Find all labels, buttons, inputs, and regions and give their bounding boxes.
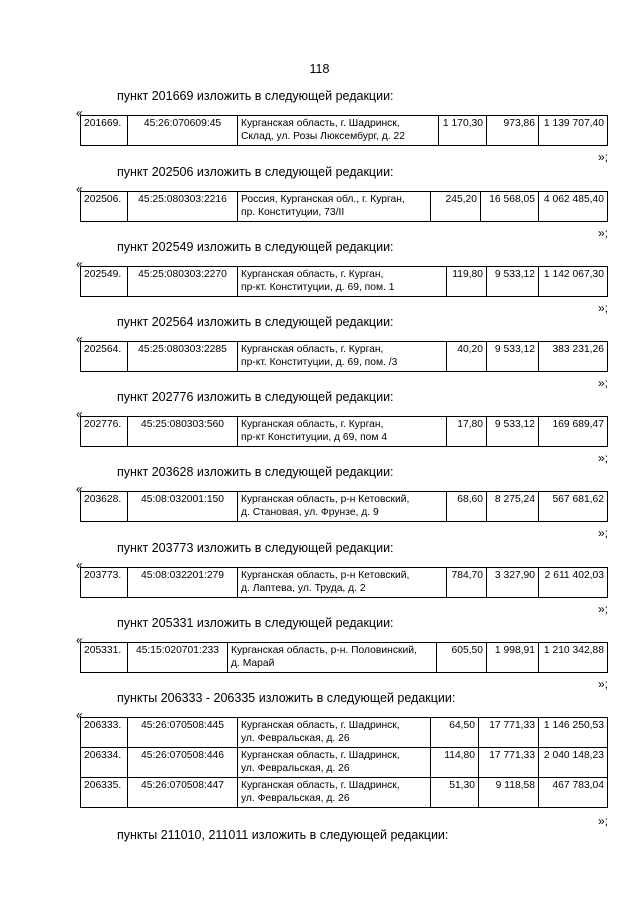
address-line: Курганская область, р-н Кетовский,	[241, 494, 410, 505]
table-row	[81, 568, 608, 598]
area: 64,50	[431, 718, 479, 748]
cadastral-number: 45:26:070508:447	[128, 778, 238, 808]
price: 9 533,12	[487, 417, 539, 447]
item-number: 202506.	[81, 192, 128, 222]
closing-quote: »;	[597, 301, 608, 315]
cadastral-number: 45:26:070508:446	[128, 748, 238, 778]
price: 3 327,90	[487, 568, 539, 598]
price: 9 533,12	[487, 342, 539, 372]
opening-quote: «	[76, 257, 83, 271]
total: 1 142 067,30	[539, 267, 608, 297]
section-intro: пункт 202564 изложить в следующей редакции:	[117, 315, 394, 329]
address	[238, 718, 431, 748]
item-number: 206335.	[81, 778, 128, 808]
item-number: 203628.	[81, 492, 128, 522]
total: 1 146 250,53	[539, 718, 608, 748]
item-number: 202564.	[81, 342, 128, 372]
address-line: Курганская область, г. Курган,	[241, 419, 384, 430]
item-number: 202549.	[81, 267, 128, 297]
address	[238, 778, 431, 808]
section-intro: пункт 202506 изложить в следующей редакции:	[117, 165, 394, 179]
table-row	[81, 492, 608, 522]
cadastral-number: 45:15:020701:233	[128, 643, 228, 673]
total: 1 139 707,40	[539, 116, 608, 146]
total: 4 062 485,40	[539, 192, 608, 222]
section-intro: пункт 203628 изложить в следующей редакции:	[117, 465, 394, 479]
total: 1 210 342,88	[539, 643, 608, 673]
total: 169 689,47	[539, 417, 608, 447]
price: 9 118,58	[479, 778, 539, 808]
address-line: Курганская область, р-н Кетовский,	[241, 570, 410, 581]
price: 8 275,24	[487, 492, 539, 522]
item-number: 205331.	[81, 643, 128, 673]
address-line: Склад, ул. Розы Люксембург, д. 22	[241, 130, 405, 142]
address	[228, 643, 437, 673]
closing-quote: »;	[597, 602, 608, 616]
cadastral-number: 45:26:070609:45	[128, 116, 238, 146]
table-row	[81, 718, 608, 748]
address-line: Курганская область, г. Курган,	[241, 344, 384, 355]
table-row	[81, 417, 608, 447]
address-line: Курганская область, г. Шадринск,	[241, 118, 400, 129]
area: 119,80	[447, 267, 487, 297]
entry-table	[80, 567, 608, 598]
closing-quote: »;	[597, 526, 608, 540]
entry-table	[80, 191, 608, 222]
area: 40,20	[447, 342, 487, 372]
closing-quote: »;	[597, 150, 608, 164]
section-intro: пункт 202776 изложить в следующей редакции:	[117, 390, 394, 404]
opening-quote: «	[76, 633, 83, 647]
entry-table	[80, 642, 608, 673]
table-row	[81, 267, 608, 297]
total: 2 611 402,03	[539, 568, 608, 598]
address-line: Курганская область, р-н. Половинский,	[231, 645, 417, 656]
table-row	[81, 643, 608, 673]
section-intro: пункт 202549 изложить в следующей редакции:	[117, 240, 394, 254]
opening-quote: «	[76, 558, 83, 572]
address-line: Россия, Курганская обл., г. Курган,	[241, 194, 405, 205]
address	[238, 492, 447, 522]
opening-quote: «	[76, 407, 83, 421]
total: 2 040 148,23	[539, 748, 608, 778]
section-intro: пункт 201669 изложить в следующей редакции:	[117, 89, 394, 103]
address	[238, 192, 431, 222]
address-line: пр-кт. Конституции, д. 69, пом. /3	[241, 356, 398, 368]
address-line: Курганская область, г. Курган,	[241, 269, 384, 280]
price: 17 771,33	[479, 718, 539, 748]
opening-quote: «	[76, 708, 83, 722]
address-line: пр-кт. Конституции, д. 69, пом. 1	[241, 281, 395, 293]
area: 114,80	[431, 748, 479, 778]
item-number: 206333.	[81, 718, 128, 748]
entry-table	[80, 717, 608, 808]
page-number: 118	[309, 62, 330, 76]
address-line: пр. Конституции, 73/II	[241, 206, 345, 218]
address	[238, 748, 431, 778]
price: 9 533,12	[487, 267, 539, 297]
total: 567 681,62	[539, 492, 608, 522]
address-line: ул. Февральская, д. 26	[241, 732, 350, 744]
total: 383 231,26	[539, 342, 608, 372]
cadastral-number: 45:26:070508:445	[128, 718, 238, 748]
address-line: ул. Февральская, д. 26	[241, 762, 350, 774]
closing-quote: »;	[597, 226, 608, 240]
table-row	[81, 778, 608, 808]
item-number: 202776.	[81, 417, 128, 447]
cadastral-number: 45:25:080303:2270	[128, 267, 238, 297]
price: 17 771,33	[479, 748, 539, 778]
area: 68,60	[447, 492, 487, 522]
opening-quote: «	[76, 182, 83, 196]
cadastral-number: 45:25:080303:560	[128, 417, 238, 447]
address-line: д. Лаптева, ул. Труда, д. 2	[241, 582, 366, 594]
item-number: 201669.	[81, 116, 128, 146]
section-intro: пункт 205331 изложить в следующей редакции:	[117, 616, 394, 630]
table-row	[81, 342, 608, 372]
entry-table	[80, 341, 608, 372]
address	[238, 417, 447, 447]
price: 1 998,91	[487, 643, 539, 673]
item-number: 203773.	[81, 568, 128, 598]
area: 51,30	[431, 778, 479, 808]
address-line: д. Марай	[231, 657, 275, 669]
cadastral-number: 45:25:080303:2285	[128, 342, 238, 372]
address	[238, 568, 447, 598]
area: 17,80	[447, 417, 487, 447]
cadastral-number: 45:08:032001:150	[128, 492, 238, 522]
address-line: пр-кт Конституции, д 69, пом 4	[241, 431, 388, 443]
entry-table	[80, 266, 608, 297]
total: 467 783,04	[539, 778, 608, 808]
entry-table	[80, 416, 608, 447]
area: 1 170,30	[439, 116, 487, 146]
area: 245,20	[431, 192, 481, 222]
opening-quote: «	[76, 482, 83, 496]
area: 784,70	[447, 568, 487, 598]
item-number: 206334.	[81, 748, 128, 778]
address	[238, 342, 447, 372]
section-intro: пункты 206333 - 206335 изложить в следующей редакции:	[117, 691, 456, 705]
section-intro: пункт 203773 изложить в следующей редакции:	[117, 541, 394, 555]
table-row	[81, 192, 608, 222]
closing-quote: »;	[597, 677, 608, 691]
price: 973,86	[487, 116, 539, 146]
table-row	[81, 116, 608, 146]
address-line: Курганская область, г. Шадринск,	[241, 780, 400, 791]
address-line: ул. Февральская, д. 26	[241, 792, 350, 804]
entry-table	[80, 491, 608, 522]
entry-table	[80, 115, 608, 146]
section-intro: пункты 211010, 211011 изложить в следующей редакции:	[117, 828, 449, 842]
closing-quote: »;	[597, 376, 608, 390]
address	[238, 116, 439, 146]
cadastral-number: 45:08:032201:279	[128, 568, 238, 598]
address-line: Курганская область, г. Шадринск,	[241, 720, 400, 731]
area: 605,50	[437, 643, 487, 673]
address-line: Курганская область, г. Шадринск,	[241, 750, 400, 761]
closing-quote: »;	[597, 451, 608, 465]
closing-quote: »;	[597, 814, 608, 828]
opening-quote: «	[76, 332, 83, 346]
opening-quote: «	[76, 106, 83, 120]
table-row	[81, 748, 608, 778]
cadastral-number: 45:25:080303:2216	[128, 192, 238, 222]
address	[238, 267, 447, 297]
address-line: д. Становая, ул. Фрунзе, д. 9	[241, 506, 379, 518]
price: 16 568,05	[481, 192, 539, 222]
